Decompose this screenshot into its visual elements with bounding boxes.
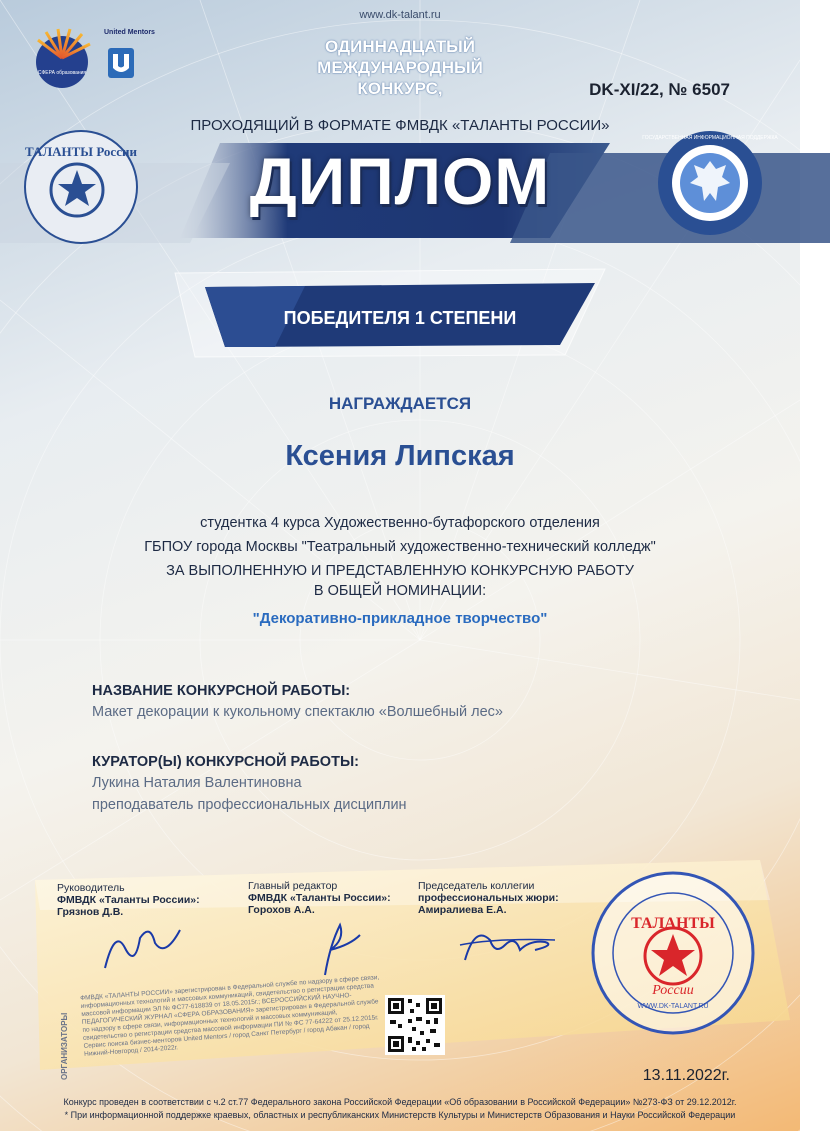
signature-gorokhov [300,915,370,980]
curator-label: КУРАТОР(Ы) КОНКУРСНОЙ РАБОТЫ: [92,754,359,770]
contest-title [240,36,560,99]
state-seal-text: ГОСУДАРСТВЕННАЯ ИНФОРМАЦИОННАЯ ПОДДЕРЖКА [642,135,778,141]
sfera-logo-label: СФЕРА образования [37,70,87,76]
state-support-seal [642,128,778,238]
winner-description-line: ГБПОУ города Москвы "Театральный художественно-технический колледж" [144,539,656,555]
curator-name: Лукина Наталия Валентиновна [92,775,302,791]
stamp-sub-text: России [652,983,694,998]
talents-logo-label: ТАЛАНТЫ России [25,144,137,159]
organizers-text: ФМВДК «ТАЛАНТЫ РОССИИ» зарегистрирован в Федеральной службе по надзору в сфере связи, информационных технологий и массовых коммуникаций, свидетельство о регистрации средства массовой информации ЭЛ № ФС77-618839 от 18.05.2015г.; ВСЕРОССИЙСКИЙ НАУЧНО-ПЕДАГОГИЧЕСКИЙ ЖУРНАЛ «СФЕРА ОБРАЗОВАНИЯ» зарегистрирован в Федеральной службе по надзору в сфере связи, информационных технологий и массовых коммуникаций, свидетельство о регистрации средства массовой информации ПИ № ФС 77-64222 от 25.12.2015г. Сервис поиска бизнес-менторов United Mentors / город Санкт Петербург / город Абакан / город Нижний-Новгород / 2014-2022г. [80,974,380,1058]
signer-name: Грязнов Д.В. [57,906,124,918]
signature-block [418,880,559,916]
winner-name: Ксения Липская [285,440,515,472]
winner-description-line: студентка 4 курса Художественно-бутафорского отделения [200,515,600,531]
signer-role: Руководитель [57,882,125,894]
issue-date: 13.11.2022г. [642,1067,730,1084]
signer-org: профессиональных жюри: [418,892,559,904]
footer-legal-line: Конкурс проведен в соответствии с ч.2 ст.77 Федерального закона Российской Федерации «Об образовании в Российской Федерации» №273-ФЗ от 29.12.2012г. [63,1097,737,1107]
signature-graznov [95,918,185,978]
degree-title: ПОБЕДИТЕЛЯ 1 СТЕПЕНИ [283,308,517,328]
contest-title-line: ОДИННАДЦАТЫЙ [325,37,475,56]
signer-org: ФМВДК «Таланты России»: [57,894,200,906]
winner-description-line: В ОБЩЕЙ НОМИНАЦИИ: [313,583,487,599]
winner-description-line: ЗА ВЫПОЛНЕННУЮ И ПРЕДСТАВЛЕННУЮ КОНКУРСНУЮ РАБОТУ [166,563,634,579]
signer-name: Горохов А.А. [248,904,315,916]
official-stamp [588,868,758,1038]
nomination-name: "Декоративно-прикладное творчество" [252,610,548,627]
site-url: www.dk-talant.ru [359,9,441,21]
signature-block [57,882,200,918]
stamp-url: WWW.DK-TALANT.RU [637,1003,709,1010]
sfera-logo [32,26,102,92]
contest-title-line: МЕЖДУНАРОДНЫЙ [317,58,483,77]
qr-code [385,995,445,1055]
work-title-value: Макет декорации к кукольному спектаклю «Волшебный лес» [92,704,503,720]
organizers-label: ОРГАНИЗАТОРЫ [60,1012,69,1080]
signer-role: Председатель коллегии [418,880,535,892]
signature-block [248,880,391,916]
signer-role: Главный редактор [248,880,338,892]
diploma-title: ДИПЛОМ [249,144,551,218]
awarded-label: НАГРАЖДАЕТСЯ [328,394,472,413]
signer-name: Амиралиева Е.А. [418,904,507,916]
contest-format-subtitle: ПРОХОДЯЩИЙ В ФОРМАТЕ ФМВДК «ТАЛАНТЫ РОССИИ» [190,117,610,134]
curator-position: преподаватель профессиональных дисциплин [92,797,407,813]
signer-org: ФМВДК «Таланты России»: [248,892,391,904]
contest-title-line: КОНКУРС, [357,79,443,98]
stamp-main-text: ТАЛАНТЫ [631,915,715,932]
work-title-label: НАЗВАНИЕ КОНКУРСНОЙ РАБОТЫ: [92,683,351,699]
talents-russia-logo [22,128,140,246]
united-mentors-logo [104,26,155,88]
united-mentors-label: United Mentors [104,29,155,36]
footer-support-line: * При информационной поддержке краевых, областных и республиканских Министерств Культуры и Министерств Образования и Науки Российской Федерации [64,1110,736,1120]
signature-amiralieva [455,920,565,975]
document-number: DK-XI/22, № 6507 [589,80,730,99]
